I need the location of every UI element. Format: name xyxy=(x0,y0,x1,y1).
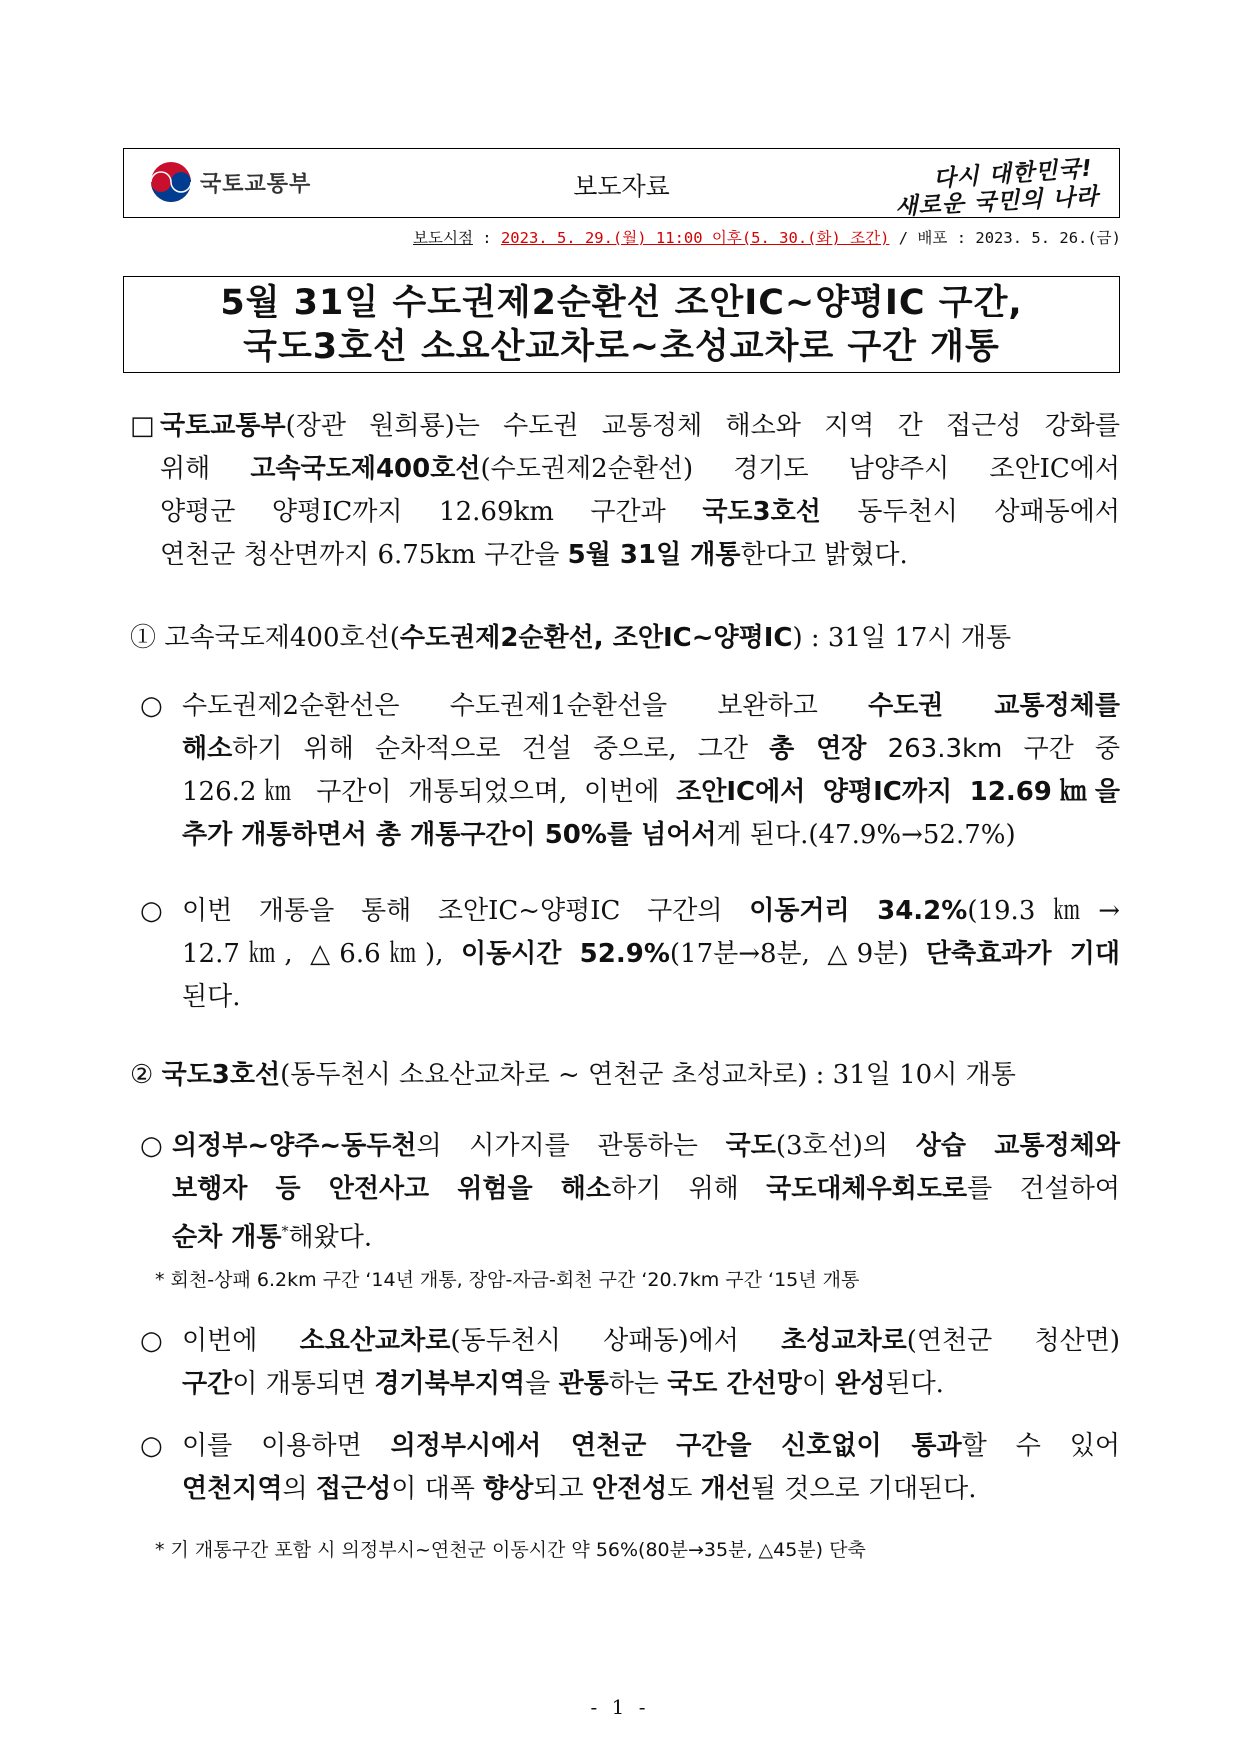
document-type: 보도자료 xyxy=(573,172,670,201)
slogan-line-1: 다시 대한민국! xyxy=(932,155,1094,193)
section-1-bullet-1: ○ 수도권제2순환선은 수도권제1순환선을 보완하고 수도권 교통정체를 해소하기 위해 순차적으로 건설 중으로, 그간 총 연장 263.3km 구간 중 126.2㎞ 구간이 개통되었으며, 이번에 조안IC에서 양평IC까지 12.69㎞을 추가 개통하면서 총 개통구간이 50%를 넘어서게 된다.(47.9%→52.7%) xyxy=(140,685,1120,857)
release-label: 보도시점 xyxy=(413,229,473,247)
footnote-2: * 기 개통구간 포함 시 의정부시~연천군 이동시간 약 56%(80분→35분, △45분) 단축 xyxy=(155,1539,866,1561)
title-line-1: 5월 31일 수도권제2순환선 조안IC~양평IC 구간, xyxy=(220,283,1023,323)
title-line-2: 국도3호선 소요산교차로~초성교차로 구간 개통 xyxy=(243,327,1000,367)
section-2-marker: ② xyxy=(130,1060,154,1090)
intro-line: 양평군 양평IC까지 12.69km 구간과 국도3호선 동두천시 상패동에서 xyxy=(160,497,1120,527)
intro-line: 국토교통부(장관 원희룡)는 수도권 교통정체 해소와 지역 간 접근성 강화를 xyxy=(160,411,1120,441)
page-number: - 1 - xyxy=(590,1695,650,1719)
intro-line: 위해 고속국도제400호선(수도권제2순환선) 경기도 남양주시 조안IC에서 xyxy=(160,454,1120,484)
intro-paragraph xyxy=(130,405,1120,577)
section-1-heading: ① 고속국도제400호선(수도권제2순환선, 조안IC~양평IC) : 31일 17시 개통 xyxy=(130,623,1012,653)
release-time: 2023. 5. 29.(월) 11:00 이후(5. 30.(화) 조간) xyxy=(500,229,890,247)
footnote-1: * 회천-상패 6.2km 구간 ‘14년 개통, 장암-자금-회천 구간 ‘20.7km 구간 ‘15년 개통 xyxy=(155,1269,860,1291)
bullet-circle-icon: ○ xyxy=(140,1431,163,1461)
slogan-line-2: 새로운 국민의 나라 xyxy=(894,183,1100,221)
release-info: 보도시점 : 2023. 5. 29.(월) 11:00 이후(5. 30.(화) 조간) / 배포 : 2023. 5. 26.(금) xyxy=(413,229,1121,247)
bullet-circle-icon: ○ xyxy=(140,896,163,926)
section-1-bullet-2: ○ 이번 개통을 통해 조안IC~양평IC 구간의 이동거리 34.2%(19.3㎞→ 12.7㎞, △6.6㎞), 이동시간 52.9%(17분→8분, △9분) 단축효과가 기대 된다. xyxy=(140,890,1120,1019)
section-2-heading: ② 국도3호선(동두천시 소요산교차로 ~ 연천군 초성교차로) : 31일 10시 개통 xyxy=(130,1060,1016,1090)
bullet-circle-icon: ○ xyxy=(140,1326,163,1356)
ministry-name: 국토교통부 xyxy=(200,172,312,197)
intro-line: 연천군 청산면까지 6.75km 구간을 5월 31일 개통한다고 밝혔다. xyxy=(160,540,908,570)
slogan-calligraphy xyxy=(876,155,1101,221)
header-box xyxy=(123,148,1120,221)
bullet-circle-icon: ○ xyxy=(140,691,163,721)
intro-box-marker: □ xyxy=(130,411,155,441)
bullet-circle-icon: ○ xyxy=(140,1131,163,1161)
section-2-bullet-2: ○ 이번에 소요산교차로(동두천시 상패동)에서 초성교차로(연천군 청산면) 구간이 개통되면 경기북부지역을 관통하는 국도 간선망이 완성된다. xyxy=(140,1320,1120,1406)
title-box xyxy=(123,276,1120,373)
section-1-marker: ① xyxy=(130,623,157,653)
distribution-date: / 배포 : 2023. 5. 26.(금) xyxy=(898,229,1121,247)
section-2-bullet-1: ○ 의정부~양주~동두천의 시가지를 관통하는 국도(3호선)의 상습 교통정체와 보행자 등 안전사고 위험을 해소하기 위해 국도대체우회도로를 건설하여 순차 개통*해왔다. xyxy=(140,1125,1120,1260)
section-2-bullet-3: ○ 이를 이용하면 의정부시에서 연천군 구간을 신호없이 통과할 수 있어 연천지역의 접근성이 대폭 향상되고 안전성도 개선될 것으로 기대된다. xyxy=(140,1425,1120,1511)
